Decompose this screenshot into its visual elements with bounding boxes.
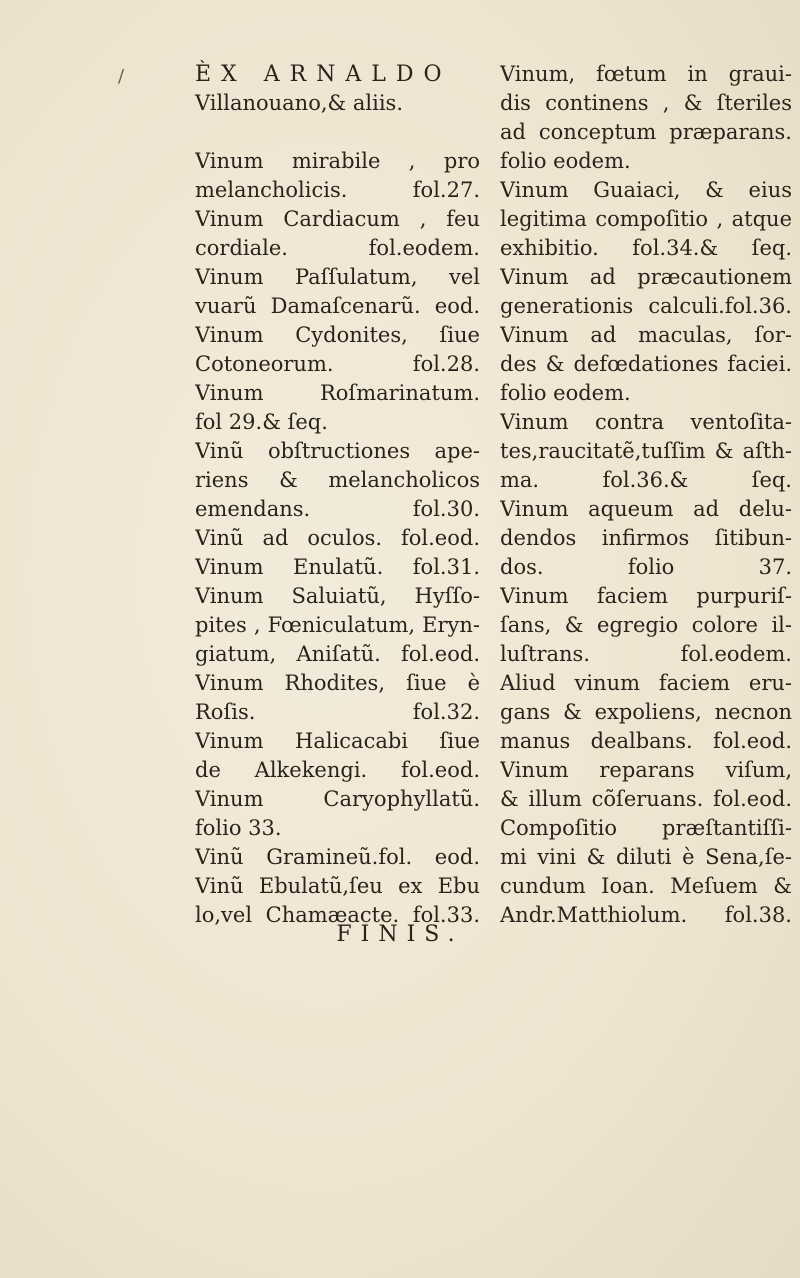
right-column-line: Vinum contra ventoſita- [500, 410, 792, 434]
left-column-line: Vinum Enulatũ. fol.31. [195, 555, 480, 579]
left-column-line: folio 33. [195, 816, 282, 840]
right-column-line: Vinum, fœtum in graui- [500, 62, 792, 86]
right-column-line: exhibitio. fol.34.& ſeq. [500, 236, 792, 260]
left-column-line: melancholicis. fol.27. [195, 178, 480, 202]
finis-text: FINIS. [336, 922, 464, 947]
right-column-line: Vinum Guaiaci, & eius [500, 178, 792, 202]
left-column-line: lo,vel Chamæacte. fol.33. [195, 903, 480, 927]
right-column-line: tes,raucitatẽ,tuſſim & aſth- [500, 439, 792, 463]
right-column-line: Vinum ad præcautionem [500, 265, 792, 289]
right-column-line: mi vini & diluti è Sena,ſe- [500, 845, 792, 869]
left-column-line: Vinũ obſtructiones ape- [195, 439, 480, 463]
left-column-line: giatum, Aniſatũ. fol.eod. [195, 642, 480, 666]
left-column-line: Vinũ ad oculos. fol.eod. [195, 526, 480, 550]
left-column-line: emendans. fol.30. [195, 497, 480, 521]
right-column [500, 60, 792, 930]
right-column-line: Aliud vinum faciem eru- [500, 671, 792, 695]
left-column-line: ÈX ARNALDO [195, 62, 452, 87]
left-column-line: Cotoneorum. fol.28. [195, 352, 480, 376]
right-column-line: luſtrans. fol.eodem. [500, 642, 792, 666]
right-column-line: dis continens , & ſteriles [500, 91, 792, 115]
right-column-line: Vinum aqueum ad delu- [500, 497, 792, 521]
left-column-line: vuarũ Damaſcenarũ. eod. [195, 294, 480, 318]
right-column-line: & illum cõſeruans. fol.eod. [500, 787, 792, 811]
right-column-line: des & defœdationes faciei. [500, 352, 792, 376]
left-column-line: riens & melancholicos [195, 468, 480, 492]
left-column-line: cordiale. fol.eodem. [195, 236, 480, 260]
margin-mark: / [118, 66, 125, 87]
left-column-line: Vinum mirabile , pro [195, 149, 480, 173]
right-column-line: manus dealbans. fol.eod. [500, 729, 792, 753]
right-column-line: folio eodem. [500, 381, 631, 405]
left-column-line: Villanouano,& aliis. [195, 91, 404, 115]
left-column-line: Vinum Saluiatũ, Hyſſo- [195, 584, 480, 608]
left-column [195, 60, 480, 930]
left-column-line: Vinum Halicacabi ſiue [195, 729, 480, 753]
left-column-line: Vinum Rhodites, ſiue è [195, 671, 480, 695]
left-column-line [195, 118, 480, 147]
right-column-line: Andr.Matthiolum. fol.38. [500, 903, 792, 927]
right-column-line: cundum Ioan. Meſuem & [500, 874, 792, 898]
right-column-line: dos. folio 37. [500, 555, 792, 579]
left-column-line: Vinum Cardiacum , feu [195, 207, 480, 231]
left-column-line: Vinum Cydonites, ſiue [195, 323, 480, 347]
left-column-line: Vinũ Gramineũ.fol. eod. [195, 845, 480, 869]
right-column-line: Vinum faciem purpuriſ- [500, 584, 792, 608]
right-column-line: legitima compoſitio , atque [500, 207, 792, 231]
right-column-line: Vinum ad maculas, ſor- [500, 323, 792, 347]
right-column-line: folio eodem. [500, 149, 631, 173]
left-column-line: Vinum Roſmarinatum. [195, 381, 480, 405]
left-column-line: de Alkekengi. fol.eod. [195, 758, 480, 782]
left-column-line: fol 29.& ſeq. [195, 410, 328, 434]
right-column-line: ad conceptum præparans. [500, 120, 792, 144]
right-column-line: dendos infirmos ſitibun- [500, 526, 792, 550]
left-column-line: pites , Fœniculatum, Eryn- [195, 613, 480, 637]
right-column-line: ma. fol.36.& ſeq. [500, 468, 792, 492]
left-column-line: Vinũ Ebulatũ,ſeu ex Ebu [195, 874, 480, 898]
right-column-line: gans & expoliens, necnon [500, 700, 792, 724]
right-column-line: generationis calculi.fol.36. [500, 294, 792, 318]
right-column-line: Compoſitio præſtantiſſi- [500, 816, 792, 840]
right-column-line: Vinum reparans viſum, [500, 758, 792, 782]
left-column-line: Vinum Paſſulatum, vel [195, 265, 480, 289]
right-column-line: ſans, & egregio colore il- [500, 613, 792, 637]
left-column-line: Vinum Caryophyllatũ. [195, 787, 480, 811]
left-column-line: Roſis. fol.32. [195, 700, 480, 724]
